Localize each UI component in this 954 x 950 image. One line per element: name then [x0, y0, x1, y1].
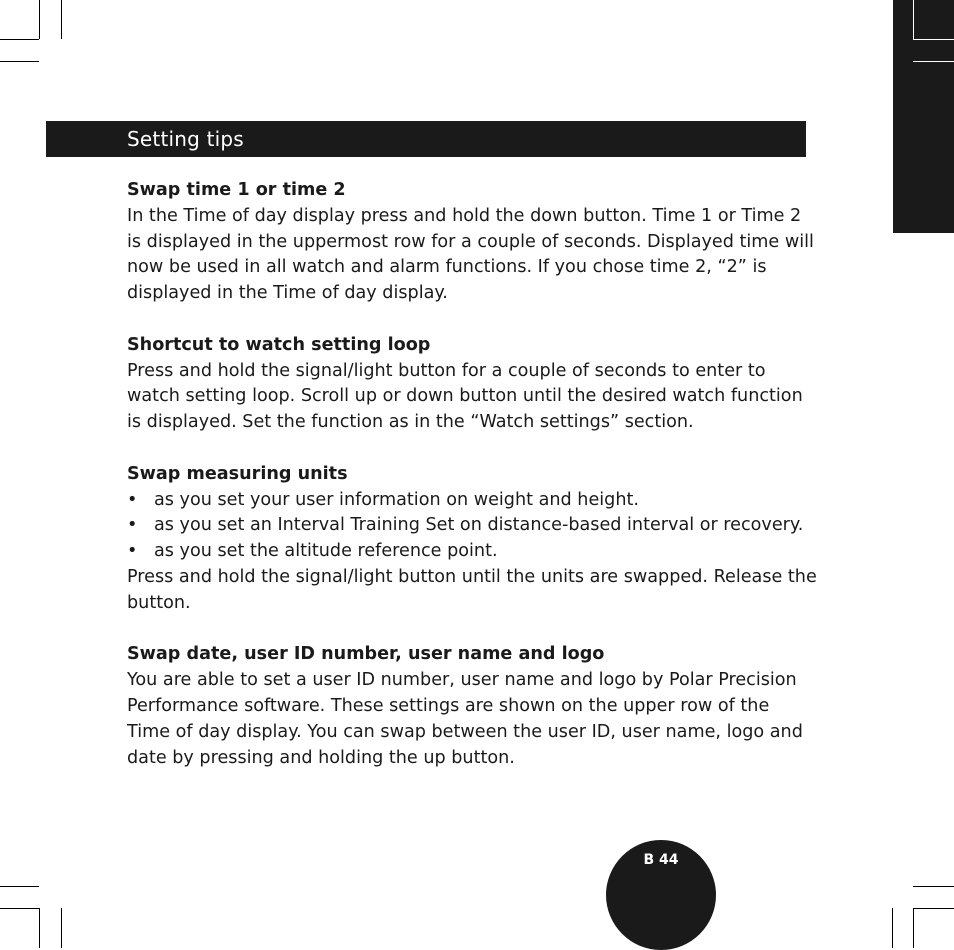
crop-mark — [913, 908, 954, 909]
crop-mark — [0, 39, 39, 40]
bullet-item: • as you set an Interval Training Set on distance-based interval or recovery. — [127, 513, 817, 539]
section-header-bar — [46, 121, 806, 157]
page-number: B 44 — [643, 852, 679, 868]
section-heading: Swap date, user ID number, user name and logo — [127, 644, 605, 665]
crop-mark — [913, 39, 954, 40]
crop-mark — [39, 908, 40, 948]
bullet-list — [127, 488, 817, 565]
crop-mark — [913, 0, 914, 39]
section-paragraph: You are able to set a user ID number, user name and logo by Polar Precision Performance software. These settings are shown on the upper row of the Time of day display. You can swap between the user ID, user name, logo and date by pressing and holding the up button. — [127, 670, 803, 768]
section-heading: Swap measuring units — [127, 463, 348, 484]
crop-mark — [0, 61, 39, 62]
page-title: Setting tips — [127, 127, 244, 151]
page-number-badge — [606, 840, 716, 950]
crop-mark — [0, 886, 39, 887]
crop-mark — [39, 0, 40, 39]
section-paragraph: Press and hold the signal/light button until the units are swapped. Release the button. — [127, 566, 817, 613]
bullet-item: • as you set your user information on weight and height. — [127, 488, 817, 514]
crop-mark — [0, 908, 39, 909]
section-swap-time — [127, 178, 817, 307]
crop-mark — [61, 908, 62, 948]
crop-mark — [892, 908, 893, 948]
document-body — [127, 178, 817, 797]
crop-mark — [913, 61, 954, 62]
bullet-item: • as you set the altitude reference point. — [127, 539, 817, 565]
section-paragraph: In the Time of day display press and hold the down button. Time 1 or Time 2 is displayed in the uppermost row for a couple of seconds. Displayed time will now be used in all watch and alarm functions. If you chose time 2, “2” is displayed in the Time of day display. — [127, 205, 814, 304]
section-user-id — [127, 642, 817, 771]
section-tab — [893, 0, 954, 233]
crop-mark — [61, 0, 62, 39]
section-shortcut — [127, 333, 817, 436]
crop-mark — [913, 886, 954, 887]
section-heading: Swap time 1 or time 2 — [127, 180, 346, 200]
section-measuring-units — [127, 462, 817, 617]
crop-mark — [913, 908, 914, 948]
section-heading: Shortcut to watch setting loop — [127, 334, 431, 355]
section-paragraph: Press and hold the signal/light button for a couple of seconds to enter to watch setting loop. Scroll up or down button until the desired watch function is displayed. Set the function as in the “Watch settings” section. — [127, 360, 803, 433]
